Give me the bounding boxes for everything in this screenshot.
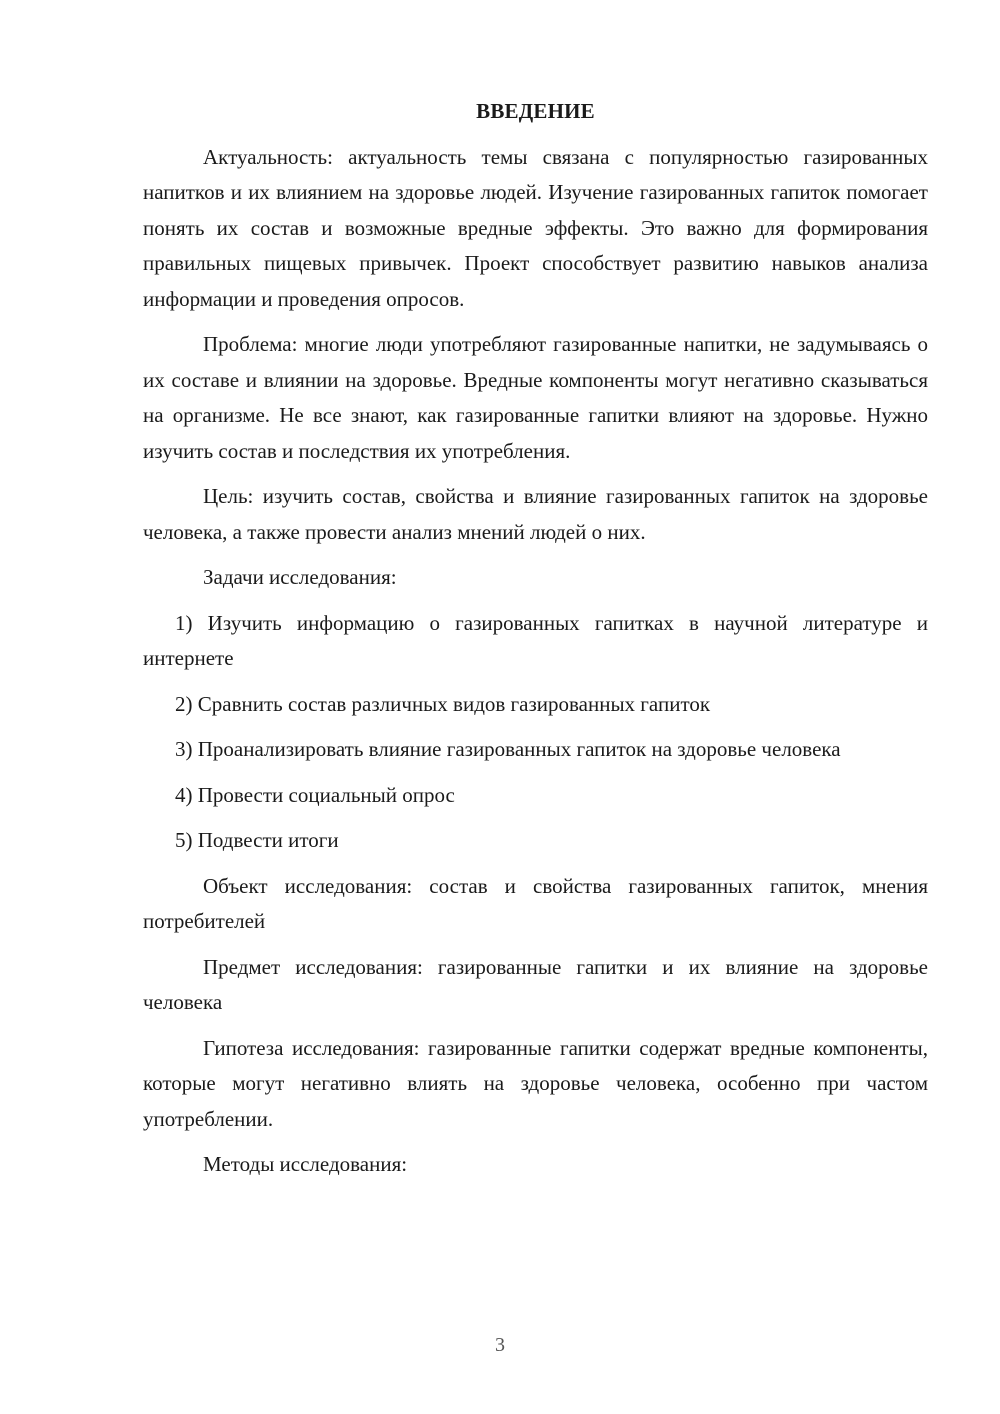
task-item-3: 3) Проанализировать влияние газированных гапиток на здоровье человека bbox=[175, 737, 841, 761]
paragraph-goal: Цель: изучить состав, свойства и влияние газированных гапиток на здоровье человека, а также провести анализ мнений людей о них. bbox=[143, 484, 928, 544]
paragraph-methods: Методы исследования: bbox=[203, 1152, 408, 1176]
paragraph-tasks-heading: Задачи исследования: bbox=[203, 565, 397, 589]
document-page bbox=[143, 94, 928, 1193]
paragraph-subject: Предмет исследования: газированные гапитки и их влияние на здоровье человека bbox=[143, 954, 928, 1014]
page-number: 3 bbox=[495, 1334, 505, 1356]
paragraph-object: Объект исследования: состав и свойства газированных гапиток, мнения потребителей bbox=[143, 873, 928, 933]
task-item-1: 1) Изучить информацию о газированных гапитках в научной литературе и интернете bbox=[143, 610, 928, 670]
task-item-2: 2) Сравнить состав различных видов газированных гапиток bbox=[175, 691, 711, 716]
page-title: ВВЕДЕНИЕ bbox=[476, 99, 595, 123]
paragraph-relevance: Актуальность: актуальность темы связана с популярностью газированных напитков и их влиянием на здоровье людей. Изучение газированных гапиток помогает понять их состав и возможные вредные эффекты. Это важно для формирования правильных пищевых привычек. Проект способствует развитию навыков анализа информации и проведения опросов. bbox=[143, 144, 928, 311]
task-item-5: 5) Подвести итоги bbox=[175, 828, 339, 852]
paragraph-problem: Проблема: многие люди употребляют газированные напитки, не задумываясь о их составе и влиянии на здоровье. Вредные компоненты могут негативно сказываться на организме. Не все знают, как газированные гапитки влияют на здоровье. Нужно изучить состав и последствия их употребления. bbox=[143, 332, 928, 463]
task-item-4: 4) Провести социальный опрос bbox=[175, 782, 455, 807]
paragraph-hypothesis: Гипотеза исследования: газированные гапитки содержат вредные компоненты, которые могут негативно влиять на здоровье человека, особенно при частом употреблении. bbox=[143, 1035, 928, 1131]
